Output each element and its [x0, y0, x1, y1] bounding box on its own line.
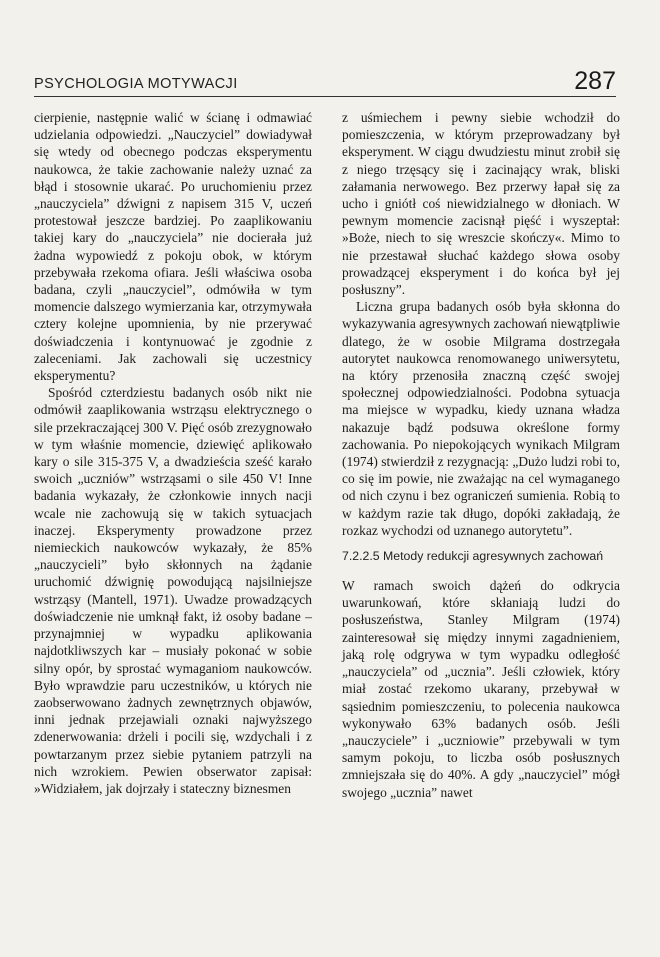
- page-number: 287: [574, 67, 616, 95]
- paragraph: cierpienie, następnie walić w ścianę i odmawiać udzielania odpowiedzi. „Nauczyciel” dowiadywał się wtedy od obecnego podczas eksperymentu naukowca, że takie zachowanie należy uznać za błąd i stosownie ukarać. Po uruchomieniu przez „nauczyciela” dźwigni z napisem 315 V, uczeń protestował jeszcze bardziej. Po zaaplikowaniu takiej kary do „nauczyciela” nie docierała już żadna wypowiedź z pokoju obok, w którym przebywała rzekoma ofiara. Jeśli właściwa osoba badana, czyli „nauczyciel”, odmówiła w tym momencie dalszego wymierzania kar, otrzymywała cztery kolejne upomnienia, by nie przerywać doświadczenia i kontynuować je zgodnie z zaleceniami. Jak zachowali się uczestnicy eksperymentu?: [34, 110, 312, 384]
- running-title: PSYCHOLOGIA MOTYWACJI: [34, 76, 238, 92]
- paragraph: z uśmiechem i pewny siebie wchodził do pomieszczenia, w którym przeprowadzany był eksperyment. W ciągu dwudziestu minut zrobił się z niego trzęsący się i zacinający wrak, bliski załamania nerwowego. Bez przerwy łapał się za ucho i gniótł coś niewidzialnego w dłoniach. W pewnym momencie zacisnął pięść i wyszeptał: »Boże, niech to się wreszcie skończy«. Mimo to nie przestawał słuchać każdego słowa osoby prowadzącej eksperyment i do końca był jej posłuszny”.: [342, 110, 620, 298]
- right-column: [342, 109, 620, 801]
- page-header: [34, 62, 616, 96]
- section-heading: 7.2.2.5 Metody redukcji agresywnych zachowań: [342, 549, 604, 564]
- header-rule: [34, 96, 616, 97]
- paragraph: Liczna grupa badanych osób była skłonna do wykazywania agresywnych zachowań niewątpliwie dlatego, że w osobie Milgrama dostrzegała autorytet naukowca renomowanego uniwersytetu, na który przenosiła znaczną część swojej społecznej odpowiedzialności. Podobna sytuacja ma miejsce w wypadku, kiedy uznana władza nakazuje bądź podsuwa określone formy zachowania. Po niepokojących wynikach Milgram (1974) stwierdził z rezygnacją: „Dużo ludzi robi to, co się im powie, nie zważając na cel wymaganego od nich czynu i bez ograniczeń sumienia. Robią to w każdym razie tak długo, dopóki zakładają, że rozkaz wychodzi od uznanego autorytetu”.: [342, 299, 620, 538]
- paragraph: Spośród czterdziestu badanych osób nikt nie odmówił zaaplikowania wstrząsu elektrycznego o sile przekraczającej 300 V. Pięć osób zrezygnowało w tym właśnie momencie, dziewięć aplikowało kary o sile 315-375 V, a dwadzieścia sześć karało swoich „uczniów” wstrząsami o sile 450 V! Inne badania wykazały, że członkowie innych nacji wcale nie zachowują się w takich sytuacjach inaczej. Eksperymenty prowadzone przez niemieckich naukowców wykazały, że 85% „nauczycieli” było skłonnych na żądanie uruchomić dźwignię powodującą najsilniejsze wstrząsy (Mantell, 1971). Uwadze prowadzących doświadczenie nie umknął fakt, iż osoby badane – przynajmniej w wypadku aplikowania najdotkliwszych kar – musiały pokonać w sobie silny opór, by sprostać wymaganiom naukowców. Było wprawdzie paru uczestników, u których nie zaobserwowano żadnych zewnętrznych objawów, inni jednak przejawiali oznaki najwyższego zdenerwowania: drżeli i pocili się, wzdychali i z powtarzanym przez siebie pytaniem patrzyli na nich wzrokiem. Pewien obserwator zapisał: »Widziałem, jak dojrzały i stateczny biznesmen: [34, 385, 312, 796]
- left-column: [34, 109, 312, 797]
- paragraph: W ramach swoich dążeń do odkrycia uwarunkowań, które skłaniają ludzi do posłuszeństwa, Stanley Milgram (1974) zainteresował się między innymi zagadnieniem, jaką rolę odgrywa w tym wypadku odległość „nauczyciela” od „ucznia”. Jeśli człowiek, który miał zostać rzekomo ukarany, przebywał w sąsiednim pomieszczeniu, to polecenia naukowca wykonywało 63% badanych osób. Jeśli „nauczyciele” i „uczniowie” przebywali w tym samym pokoju, to liczba osób posłusznych zmniejszała się do 40%. A gdy „nauczyciel” mógł swojego „ucznia” nawet: [342, 578, 620, 800]
